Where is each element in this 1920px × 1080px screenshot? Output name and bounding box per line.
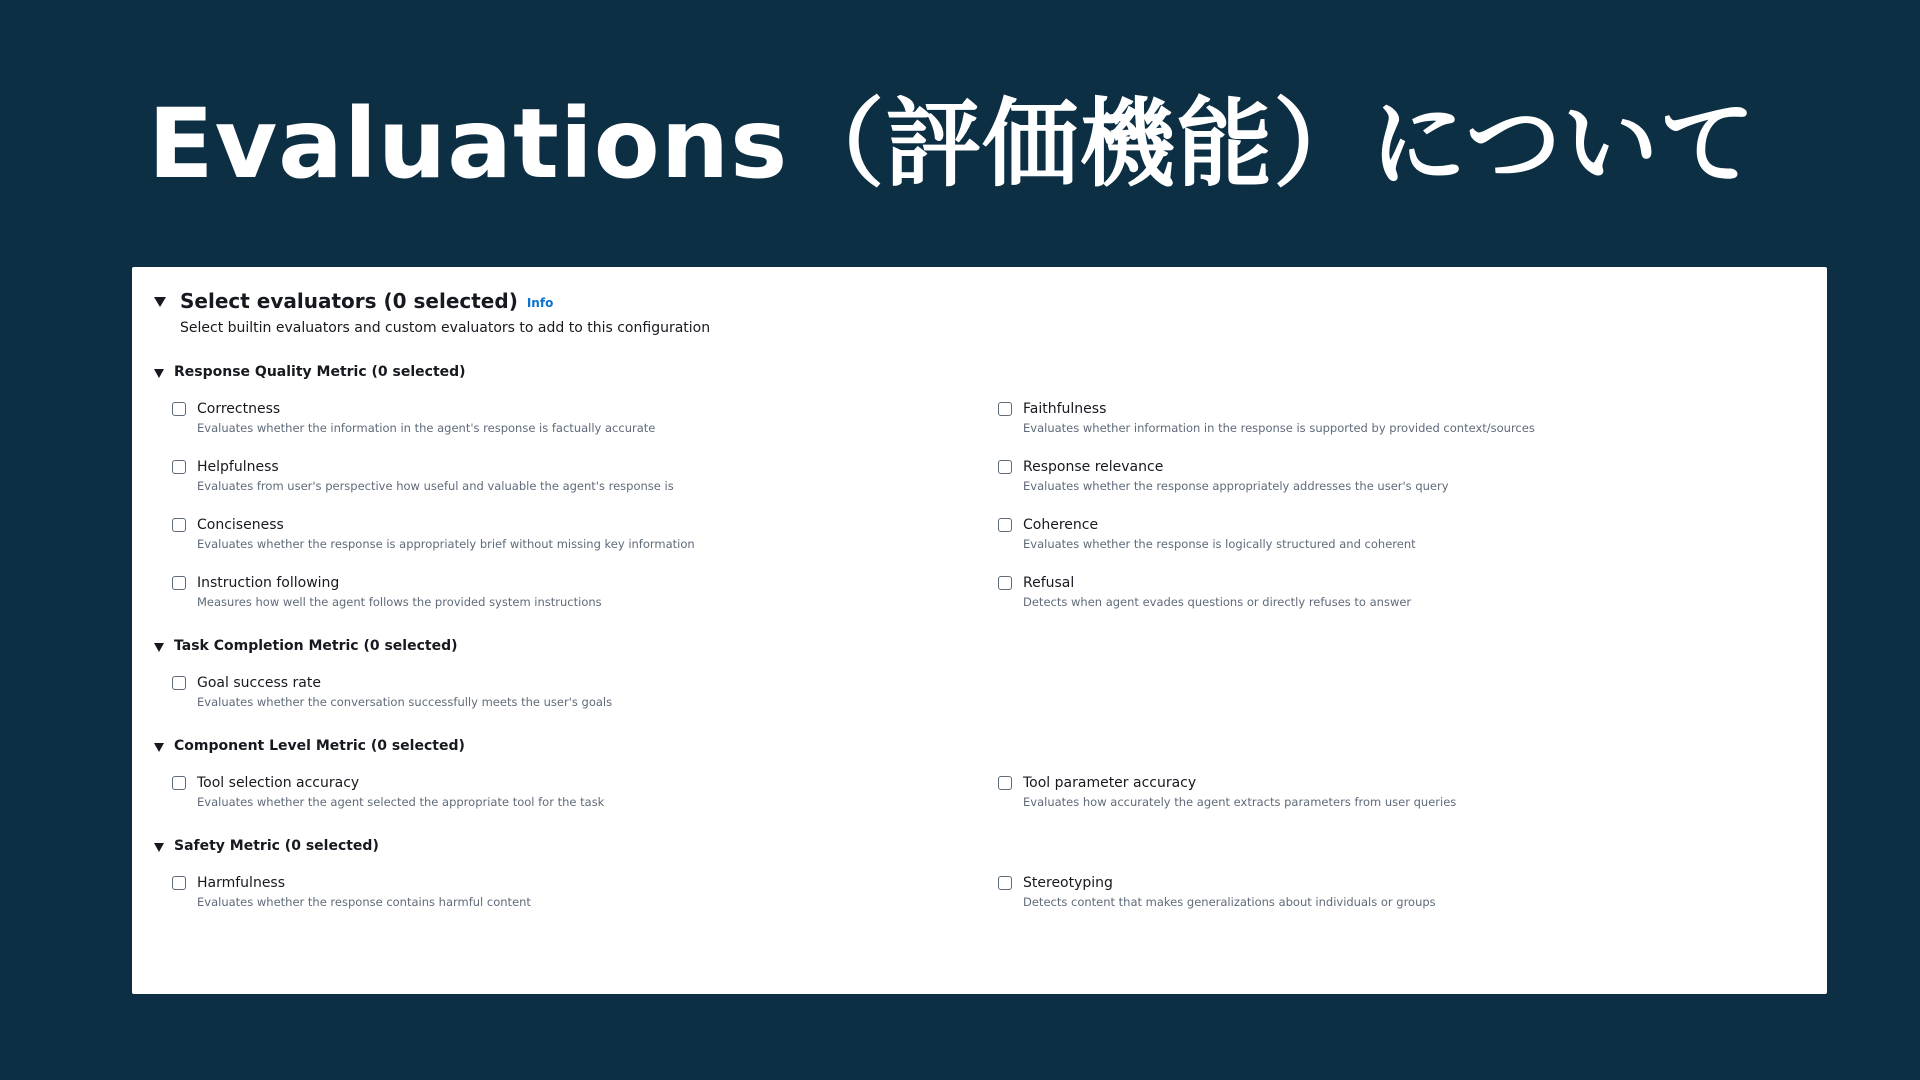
evaluator-description: Evaluates whether the agent selected the appropriate tool for the task: [197, 795, 605, 809]
evaluator-option[interactable]: [998, 458, 1824, 494]
metric-section: [154, 632, 1827, 710]
panel-title: Select evaluators (0 selected): [180, 289, 518, 313]
evaluator-text: [1023, 774, 1456, 810]
evaluator-checkbox[interactable]: [172, 876, 186, 890]
evaluator-description: Evaluates whether the response appropriately addresses the user's query: [1023, 479, 1449, 493]
caret-down-icon[interactable]: [154, 743, 164, 752]
metric-section: [154, 832, 1827, 910]
evaluator-option[interactable]: [172, 458, 998, 494]
evaluator-description: Evaluates whether the response contains harmful content: [197, 895, 531, 909]
evaluator-text: [197, 774, 604, 810]
evaluator-text: [197, 516, 695, 552]
evaluator-option[interactable]: [998, 400, 1824, 436]
evaluators-header[interactable]: [154, 287, 1827, 315]
metric-section: [154, 358, 1827, 610]
evaluator-checkbox[interactable]: [998, 460, 1012, 474]
slide-title: Evaluations（評価機能）について: [148, 88, 1757, 200]
section-title: Safety Metric (0 selected): [174, 838, 379, 854]
section-header[interactable]: [154, 632, 1827, 660]
section-title: Response Quality Metric (0 selected): [174, 364, 466, 380]
evaluator-text: [197, 674, 612, 710]
evaluator-checkbox[interactable]: [998, 518, 1012, 532]
evaluator-label: Tool parameter accuracy: [1023, 775, 1197, 791]
section-header[interactable]: [154, 732, 1827, 760]
caret-down-icon[interactable]: [154, 369, 164, 378]
evaluator-description: Evaluates from user's perspective how useful and valuable the agent's response is: [197, 479, 674, 493]
evaluator-option[interactable]: [998, 574, 1824, 610]
metric-section: [154, 732, 1827, 810]
evaluator-option[interactable]: [172, 774, 998, 810]
evaluator-option[interactable]: [172, 574, 998, 610]
evaluator-text: [197, 400, 655, 436]
evaluator-checkbox[interactable]: [172, 676, 186, 690]
evaluator-label: Conciseness: [197, 517, 284, 533]
panel-description: Select builtin evaluators and custom evaluators to add to this configuration: [180, 320, 711, 336]
evaluator-description: Detects when agent evades questions or directly refuses to answer: [1023, 595, 1412, 609]
evaluator-label: Harmfulness: [197, 875, 286, 891]
info-link[interactable]: Info: [526, 296, 554, 310]
evaluator-description: Evaluates whether information in the response is supported by provided context/sources: [1023, 421, 1535, 435]
evaluator-description: Evaluates whether the response is logically structured and coherent: [1023, 537, 1416, 551]
evaluator-text: [197, 874, 531, 910]
evaluator-checkbox[interactable]: [172, 460, 186, 474]
evaluator-text: [1023, 874, 1436, 910]
evaluator-checkbox[interactable]: [172, 518, 186, 532]
evaluator-option[interactable]: [172, 516, 998, 552]
evaluator-description: Detects content that makes generalizations about individuals or groups: [1023, 895, 1436, 909]
evaluator-label: Faithfulness: [1023, 401, 1107, 417]
evaluator-text: [1023, 516, 1416, 552]
evaluator-label: Response relevance: [1023, 459, 1164, 475]
evaluator-checkbox[interactable]: [998, 876, 1012, 890]
evaluator-label: Tool selection accuracy: [197, 775, 360, 791]
evaluator-grid: [172, 774, 1827, 810]
evaluator-label: Goal success rate: [197, 675, 321, 691]
evaluator-option[interactable]: [172, 400, 998, 436]
section-header[interactable]: [154, 832, 1827, 860]
evaluator-text: [197, 574, 602, 610]
evaluator-description: Evaluates whether the information in the agent's response is factually accurate: [197, 421, 656, 435]
evaluator-option[interactable]: [172, 874, 998, 910]
evaluator-label: Coherence: [1023, 517, 1099, 533]
evaluator-grid: [172, 874, 1827, 910]
section-title: Component Level Metric (0 selected): [174, 738, 465, 754]
evaluator-checkbox[interactable]: [172, 576, 186, 590]
evaluator-grid: [172, 400, 1827, 610]
evaluator-option[interactable]: [998, 874, 1824, 910]
evaluator-description: Evaluates whether the conversation successfully meets the user's goals: [197, 695, 613, 709]
caret-down-icon[interactable]: [154, 643, 164, 652]
section-title: Task Completion Metric (0 selected): [174, 638, 458, 654]
evaluator-grid: [172, 674, 1827, 710]
evaluator-label: Helpfulness: [197, 459, 279, 475]
evaluators-panel: [132, 267, 1827, 994]
evaluator-label: Stereotyping: [1023, 875, 1113, 891]
evaluator-label: Correctness: [197, 401, 281, 417]
evaluator-text: [1023, 458, 1449, 494]
evaluator-option[interactable]: [998, 516, 1824, 552]
evaluator-checkbox[interactable]: [998, 402, 1012, 416]
evaluator-checkbox[interactable]: [172, 776, 186, 790]
evaluator-text: [1023, 574, 1411, 610]
evaluator-label: Instruction following: [197, 575, 340, 591]
caret-down-icon[interactable]: [154, 843, 164, 852]
evaluator-checkbox[interactable]: [172, 402, 186, 416]
evaluator-description: Evaluates how accurately the agent extracts parameters from user queries: [1023, 795, 1457, 809]
evaluator-option[interactable]: [998, 774, 1824, 810]
evaluator-text: [197, 458, 674, 494]
caret-down-icon[interactable]: [154, 297, 166, 307]
evaluator-option[interactable]: [172, 674, 998, 710]
section-header[interactable]: [154, 358, 1827, 386]
evaluator-checkbox[interactable]: [998, 576, 1012, 590]
evaluator-label: Refusal: [1023, 575, 1075, 591]
evaluator-description: Measures how well the agent follows the provided system instructions: [197, 595, 602, 609]
evaluator-checkbox[interactable]: [998, 776, 1012, 790]
evaluator-text: [1023, 400, 1535, 436]
metric-sections: [154, 358, 1827, 910]
evaluator-description: Evaluates whether the response is appropriately brief without missing key information: [197, 537, 695, 551]
